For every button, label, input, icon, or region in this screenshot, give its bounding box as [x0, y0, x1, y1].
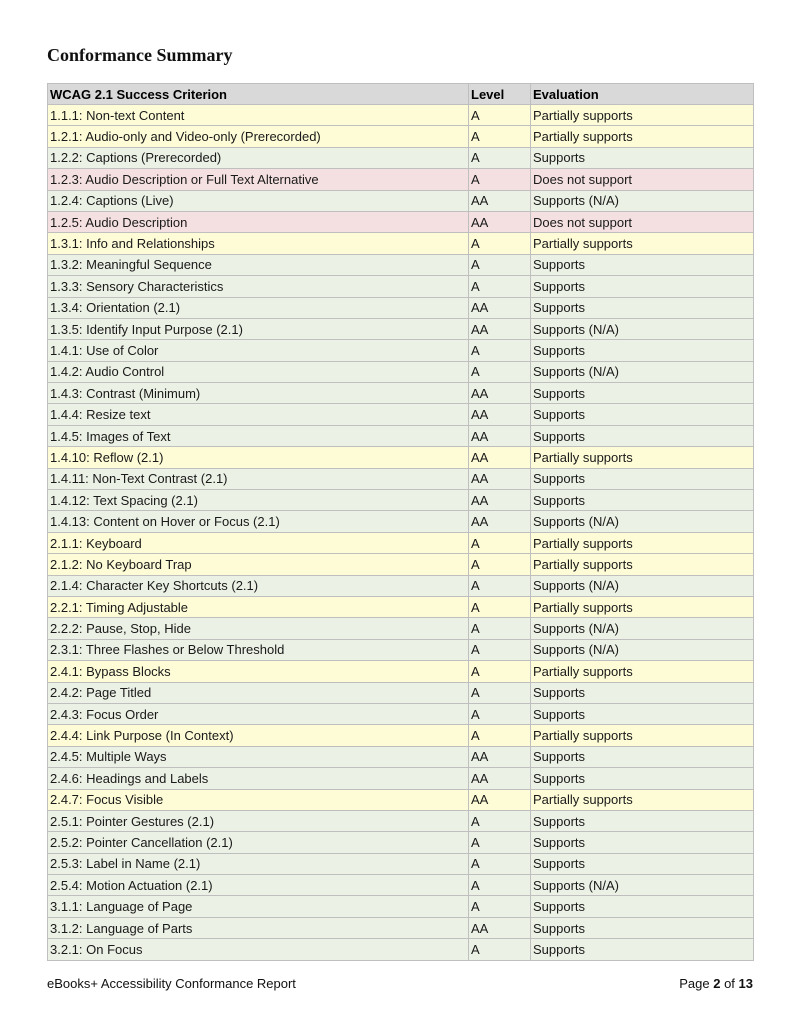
- criterion-cell: 2.5.2: Pointer Cancellation (2.1): [48, 832, 469, 853]
- evaluation-cell: Supports: [531, 340, 754, 361]
- level-cell: A: [469, 105, 531, 126]
- level-cell: A: [469, 896, 531, 917]
- table-row: [48, 361, 754, 382]
- table-row: [48, 468, 754, 489]
- criterion-cell: 3.2.1: On Focus: [48, 939, 469, 960]
- table-row: [48, 383, 754, 404]
- table-row: [48, 126, 754, 147]
- evaluation-cell: Supports: [531, 853, 754, 874]
- evaluation-cell: Supports: [531, 917, 754, 938]
- level-cell: AA: [469, 383, 531, 404]
- criterion-cell: 2.4.2: Page Titled: [48, 682, 469, 703]
- criterion-cell: 2.2.1: Timing Adjustable: [48, 596, 469, 617]
- page-indicator: [679, 976, 753, 991]
- evaluation-cell: Supports (N/A): [531, 875, 754, 896]
- evaluation-cell: Supports: [531, 832, 754, 853]
- level-cell: AA: [469, 190, 531, 211]
- table-row: [48, 789, 754, 810]
- level-cell: A: [469, 340, 531, 361]
- table-row: [48, 233, 754, 254]
- table-row: [48, 404, 754, 425]
- evaluation-cell: Supports: [531, 810, 754, 831]
- level-cell: AA: [469, 468, 531, 489]
- evaluation-cell: Partially supports: [531, 789, 754, 810]
- table-row: [48, 211, 754, 232]
- level-cell: AA: [469, 511, 531, 532]
- table-row: [48, 596, 754, 617]
- criterion-cell: 2.5.1: Pointer Gestures (2.1): [48, 810, 469, 831]
- level-cell: AA: [469, 318, 531, 339]
- level-cell: A: [469, 875, 531, 896]
- evaluation-cell: Supports: [531, 147, 754, 168]
- level-cell: AA: [469, 490, 531, 511]
- evaluation-cell: Supports: [531, 383, 754, 404]
- criterion-cell: 2.4.1: Bypass Blocks: [48, 661, 469, 682]
- criterion-cell: 1.4.13: Content on Hover or Focus (2.1): [48, 511, 469, 532]
- header-criterion: WCAG 2.1 Success Criterion: [48, 84, 469, 105]
- evaluation-cell: Supports (N/A): [531, 361, 754, 382]
- evaluation-cell: Does not support: [531, 211, 754, 232]
- table-row: [48, 554, 754, 575]
- table-row: [48, 340, 754, 361]
- evaluation-cell: Partially supports: [531, 554, 754, 575]
- evaluation-cell: Partially supports: [531, 447, 754, 468]
- level-cell: A: [469, 682, 531, 703]
- page-title: Conformance Summary: [47, 45, 233, 65]
- table-row: [48, 297, 754, 318]
- level-cell: A: [469, 276, 531, 297]
- level-cell: A: [469, 126, 531, 147]
- level-cell: A: [469, 254, 531, 275]
- evaluation-cell: Supports: [531, 703, 754, 724]
- evaluation-cell: Partially supports: [531, 532, 754, 553]
- table-row: [48, 768, 754, 789]
- criterion-cell: 3.1.2: Language of Parts: [48, 917, 469, 938]
- level-cell: AA: [469, 917, 531, 938]
- evaluation-cell: Partially supports: [531, 105, 754, 126]
- level-cell: AA: [469, 211, 531, 232]
- table-row: [48, 746, 754, 767]
- criterion-cell: 1.2.3: Audio Description or Full Text Alternative: [48, 169, 469, 190]
- level-cell: A: [469, 832, 531, 853]
- table-row: [48, 832, 754, 853]
- table-row: [48, 511, 754, 532]
- criterion-cell: 2.4.7: Focus Visible: [48, 789, 469, 810]
- level-cell: A: [469, 939, 531, 960]
- criterion-cell: 1.3.4: Orientation (2.1): [48, 297, 469, 318]
- table-row: [48, 618, 754, 639]
- table-row: [48, 639, 754, 660]
- criterion-cell: 1.4.10: Reflow (2.1): [48, 447, 469, 468]
- evaluation-cell: Partially supports: [531, 596, 754, 617]
- evaluation-cell: Supports (N/A): [531, 575, 754, 596]
- table-row: [48, 190, 754, 211]
- criterion-cell: 2.4.3: Focus Order: [48, 703, 469, 724]
- table-row: [48, 147, 754, 168]
- criterion-cell: 2.4.5: Multiple Ways: [48, 746, 469, 767]
- table-header: [48, 84, 754, 105]
- table-row: [48, 447, 754, 468]
- level-cell: A: [469, 725, 531, 746]
- evaluation-cell: Supports: [531, 939, 754, 960]
- criterion-cell: 2.4.4: Link Purpose (In Context): [48, 725, 469, 746]
- criterion-cell: 2.4.6: Headings and Labels: [48, 768, 469, 789]
- criterion-cell: 1.2.1: Audio-only and Video-only (Prerecorded): [48, 126, 469, 147]
- criterion-cell: 2.2.2: Pause, Stop, Hide: [48, 618, 469, 639]
- criterion-cell: 3.1.1: Language of Page: [48, 896, 469, 917]
- criterion-cell: 1.4.4: Resize text: [48, 404, 469, 425]
- table-row: [48, 276, 754, 297]
- page-total: 13: [738, 976, 753, 991]
- table-row: [48, 682, 754, 703]
- criterion-cell: 1.3.3: Sensory Characteristics: [48, 276, 469, 297]
- header-evaluation: Evaluation: [531, 84, 754, 105]
- evaluation-cell: Supports: [531, 254, 754, 275]
- table-row: [48, 896, 754, 917]
- table-row: [48, 917, 754, 938]
- evaluation-cell: Supports: [531, 490, 754, 511]
- level-cell: A: [469, 703, 531, 724]
- evaluation-cell: Partially supports: [531, 661, 754, 682]
- level-cell: A: [469, 554, 531, 575]
- criterion-cell: 1.1.1: Non-text Content: [48, 105, 469, 126]
- criterion-cell: 1.2.5: Audio Description: [48, 211, 469, 232]
- level-cell: AA: [469, 746, 531, 767]
- level-cell: A: [469, 169, 531, 190]
- evaluation-cell: Does not support: [531, 169, 754, 190]
- level-cell: A: [469, 233, 531, 254]
- level-cell: AA: [469, 404, 531, 425]
- table-row: [48, 169, 754, 190]
- criterion-cell: 1.4.2: Audio Control: [48, 361, 469, 382]
- evaluation-cell: Supports: [531, 276, 754, 297]
- criterion-cell: 1.4.3: Contrast (Minimum): [48, 383, 469, 404]
- table-header-row: [48, 84, 754, 105]
- level-cell: A: [469, 596, 531, 617]
- evaluation-cell: Partially supports: [531, 126, 754, 147]
- level-cell: AA: [469, 789, 531, 810]
- criterion-cell: 1.4.1: Use of Color: [48, 340, 469, 361]
- table-row: [48, 853, 754, 874]
- level-cell: A: [469, 575, 531, 596]
- criterion-cell: 2.3.1: Three Flashes or Below Threshold: [48, 639, 469, 660]
- table-row: [48, 575, 754, 596]
- criterion-cell: 2.1.4: Character Key Shortcuts (2.1): [48, 575, 469, 596]
- level-cell: A: [469, 532, 531, 553]
- table-row: [48, 939, 754, 960]
- level-cell: A: [469, 639, 531, 660]
- evaluation-cell: Partially supports: [531, 233, 754, 254]
- conformance-table: [47, 83, 754, 961]
- criterion-cell: 2.5.4: Motion Actuation (2.1): [48, 875, 469, 896]
- level-cell: A: [469, 853, 531, 874]
- table-row: [48, 425, 754, 446]
- header-level: Level: [469, 84, 531, 105]
- footer-report-title: eBooks+ Accessibility Conformance Report: [47, 976, 296, 991]
- table-body: [48, 105, 754, 961]
- evaluation-cell: Supports: [531, 896, 754, 917]
- level-cell: AA: [469, 297, 531, 318]
- of-word: of: [724, 976, 735, 991]
- evaluation-cell: Supports: [531, 404, 754, 425]
- level-cell: A: [469, 361, 531, 382]
- page-number: 2: [713, 976, 721, 991]
- table-row: [48, 703, 754, 724]
- criterion-cell: 2.5.3: Label in Name (2.1): [48, 853, 469, 874]
- table-row: [48, 875, 754, 896]
- criterion-cell: 1.2.2: Captions (Prerecorded): [48, 147, 469, 168]
- level-cell: AA: [469, 447, 531, 468]
- evaluation-cell: Supports: [531, 682, 754, 703]
- criterion-cell: 1.3.2: Meaningful Sequence: [48, 254, 469, 275]
- evaluation-cell: Supports: [531, 468, 754, 489]
- evaluation-cell: Partially supports: [531, 725, 754, 746]
- evaluation-cell: Supports (N/A): [531, 190, 754, 211]
- table-row: [48, 105, 754, 126]
- level-cell: A: [469, 810, 531, 831]
- page-footer: [47, 976, 753, 991]
- criterion-cell: 2.1.1: Keyboard: [48, 532, 469, 553]
- criterion-cell: 1.3.5: Identify Input Purpose (2.1): [48, 318, 469, 339]
- criterion-cell: 1.3.1: Info and Relationships: [48, 233, 469, 254]
- table-row: [48, 532, 754, 553]
- evaluation-cell: Supports (N/A): [531, 618, 754, 639]
- level-cell: A: [469, 661, 531, 682]
- table-row: [48, 661, 754, 682]
- table-row: [48, 725, 754, 746]
- table-row: [48, 318, 754, 339]
- level-cell: A: [469, 618, 531, 639]
- level-cell: AA: [469, 425, 531, 446]
- evaluation-cell: Supports: [531, 425, 754, 446]
- criterion-cell: 1.2.4: Captions (Live): [48, 190, 469, 211]
- evaluation-cell: Supports (N/A): [531, 318, 754, 339]
- table-row: [48, 254, 754, 275]
- level-cell: A: [469, 147, 531, 168]
- table-row: [48, 810, 754, 831]
- level-cell: AA: [469, 768, 531, 789]
- evaluation-cell: Supports (N/A): [531, 639, 754, 660]
- criterion-cell: 2.1.2: No Keyboard Trap: [48, 554, 469, 575]
- table-row: [48, 490, 754, 511]
- criterion-cell: 1.4.5: Images of Text: [48, 425, 469, 446]
- page-word: Page: [679, 976, 710, 991]
- evaluation-cell: Supports: [531, 746, 754, 767]
- evaluation-cell: Supports (N/A): [531, 511, 754, 532]
- evaluation-cell: Supports: [531, 768, 754, 789]
- evaluation-cell: Supports: [531, 297, 754, 318]
- criterion-cell: 1.4.11: Non-Text Contrast (2.1): [48, 468, 469, 489]
- criterion-cell: 1.4.12: Text Spacing (2.1): [48, 490, 469, 511]
